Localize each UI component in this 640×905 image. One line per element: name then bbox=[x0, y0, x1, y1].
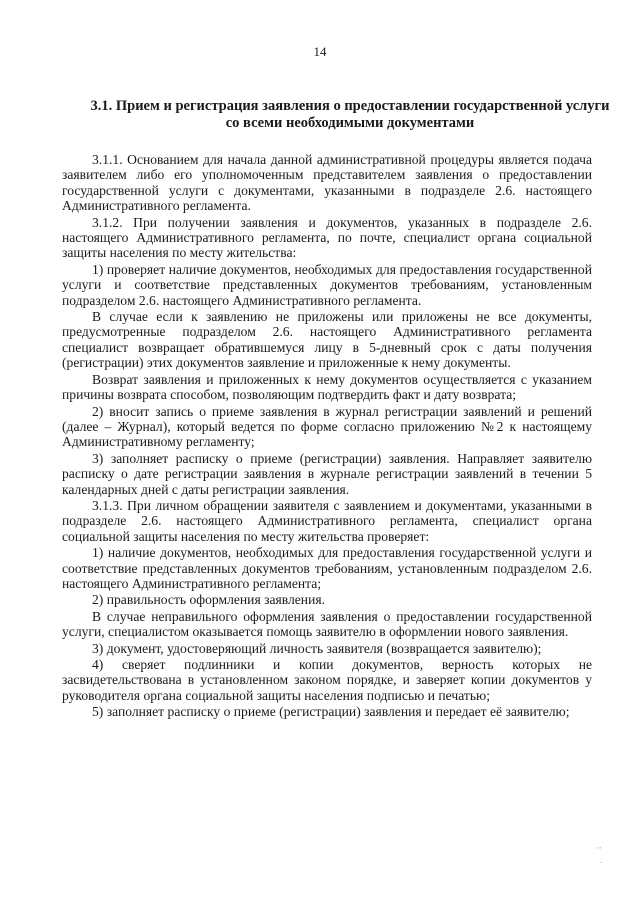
paragraph: В случае неправильного оформления заявления о предоставлении государственной услуги, специалистом оказывается помощь заявителю в оформлении нового заявления. bbox=[62, 608, 592, 640]
paragraph: 3.1.2. При получении заявления и документов, указанных в подразделе 2.6. настоящего Административного регламента, по почте, специалист органа социальной защиты населения по месту жительства: bbox=[62, 214, 592, 261]
paragraph: 3) документ, удостоверяющий личность заявителя (возвращается заявителю); bbox=[92, 640, 542, 656]
paragraph: В случае если к заявлению не приложены или приложены не все документы, предусмотренные подразделом 2.6. настоящего Административного регламента специалист возвращает обратившемуся лицу в 5-дневный срок с даты получения (регистрации) этих документов заявление и приложенные к нему документы. bbox=[62, 309, 592, 371]
paragraph: 5) заполняет расписку о приеме (регистрации) заявления и передает её заявителю; bbox=[92, 704, 570, 720]
paragraph: 1) наличие документов, необходимых для предоставления государственной услуги и соответствие представленных документов требованиям, установленным подразделом 2.6. настоящего Административного регламента; bbox=[62, 545, 592, 591]
page-number: 14 bbox=[313, 44, 327, 59]
paragraph: 3.1.3. При личном обращении заявителя с заявлением и документами, указанными в подразделе 2.6. настоящего Административного регламента, специалист органа социальной защиты населения по месту жительства проверяет: bbox=[62, 497, 592, 544]
paragraph: 3.1.1. Основанием для начала данной административной процедуры является подача заявителем либо его уполномоченным представителем заявления о предоставлении государственной услуги с документами, указанными в подразделе 2.6. настоящего Административного регламента. bbox=[62, 152, 592, 214]
section-title: 3.1. Прием и регистрация заявления о предоставлении государственной услуги со всеми необходимыми документами bbox=[90, 98, 610, 131]
paragraph: 3) заполняет расписку о приеме (регистрации) заявления. Направляет заявителю расписку о дате регистрации заявления в журнале регистрации заявлений в течении 5 календарных дней с даты регистрации заявления. bbox=[62, 450, 592, 497]
paragraph: 1) проверяет наличие документов, необходимых для предоставления государственной услуги и соответствие представленных документов требованиям, установленным подразделом 2.6. настоящего Административного регламента. bbox=[62, 261, 592, 308]
scan-mark-icon: ⋯ bbox=[595, 844, 602, 852]
document-body bbox=[62, 152, 592, 721]
paragraph: 2) правильность оформления заявления. bbox=[92, 592, 326, 608]
paragraph: 4) сверяет подлинники и копии документов, верность которых не засвидетельствована в установленном законом порядке, и заверяет копии документов у руководителя органа социальной защиты населения подписью и печатью; bbox=[62, 657, 592, 703]
paragraph: Возврат заявления и приложенных к нему документов осуществляется с указанием причины возврата способом, позволяющим подтвердить факт и дату возврата; bbox=[62, 371, 592, 403]
scan-mark-icon: · bbox=[599, 859, 602, 867]
paragraph: 2) вносит запись о приеме заявления в журнал регистрации заявлений и решений (далее – Журнал), который ведется по форме согласно приложению №2 к настоящему Административному регламенту; bbox=[62, 403, 592, 450]
